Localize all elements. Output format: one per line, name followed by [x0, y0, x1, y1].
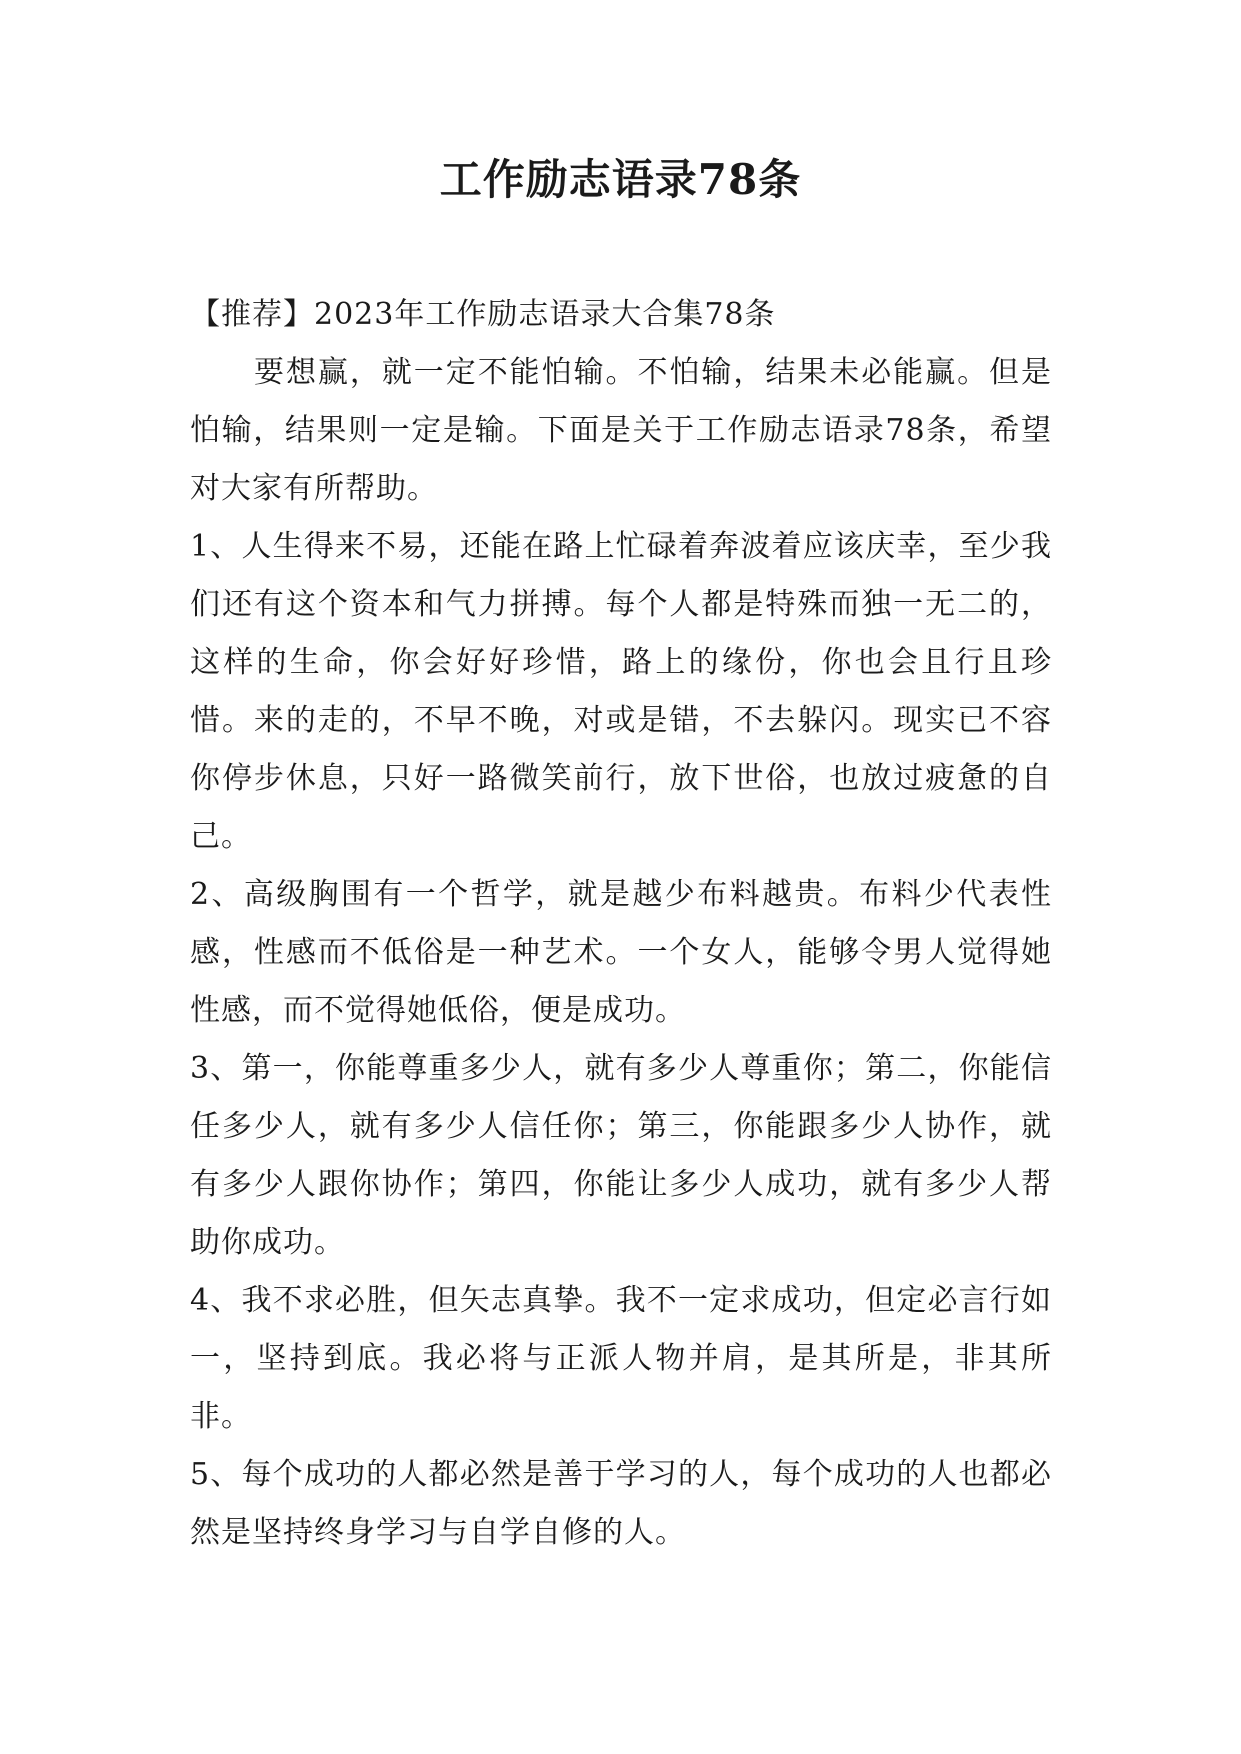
- quote-item-4: 4、我不求必胜，但矢志真挚。我不一定求成功，但定必言行如一，坚持到底。我必将与正派人物并肩，是其所是，非其所非。: [190, 1283, 1052, 1434]
- intro-paragraph: 要想赢，就一定不能怕输。不怕输，结果未必能赢。但是怕输，结果则一定是输。下面是关于工作励志语录78条，希望对大家有所帮助。: [190, 355, 1052, 506]
- document-subtitle: 【推荐】2023年工作励志语录大合集78条: [190, 297, 776, 332]
- quote-item-3: 3、第一，你能尊重多少人，就有多少人尊重你；第二，你能信任多少人，就有多少人信任你；第三，你能跟多少人协作，就有多少人跟你协作；第四，你能让多少人成功，就有多少人帮助你成功。: [190, 1051, 1052, 1260]
- document-body: [190, 286, 1052, 1562]
- quote-item-2: 2、高级胸围有一个哲学，就是越少布料越贵。布料少代表性感，性感而不低俗是一种艺术。一个女人，能够令男人觉得她性感，而不觉得她低俗，便是成功。: [190, 877, 1052, 1028]
- quote-item-1: 1、人生得来不易，还能在路上忙碌着奔波着应该庆幸，至少我们还有这个资本和气力拼搏。每个人都是特殊而独一无二的，这样的生命，你会好好珍惜，路上的缘份，你也会且行且珍惜。来的走的，不早不晚，对或是错，不去躲闪。现实已不容你停步休息，只好一路微笑前行，放下世俗，也放过疲惫的自己。: [190, 529, 1052, 854]
- document-title: 工作励志语录78条: [439, 155, 802, 204]
- quote-item-5: 5、每个成功的人都必然是善于学习的人，每个成功的人也都必然是坚持终身学习与自学自修的人。: [190, 1457, 1052, 1550]
